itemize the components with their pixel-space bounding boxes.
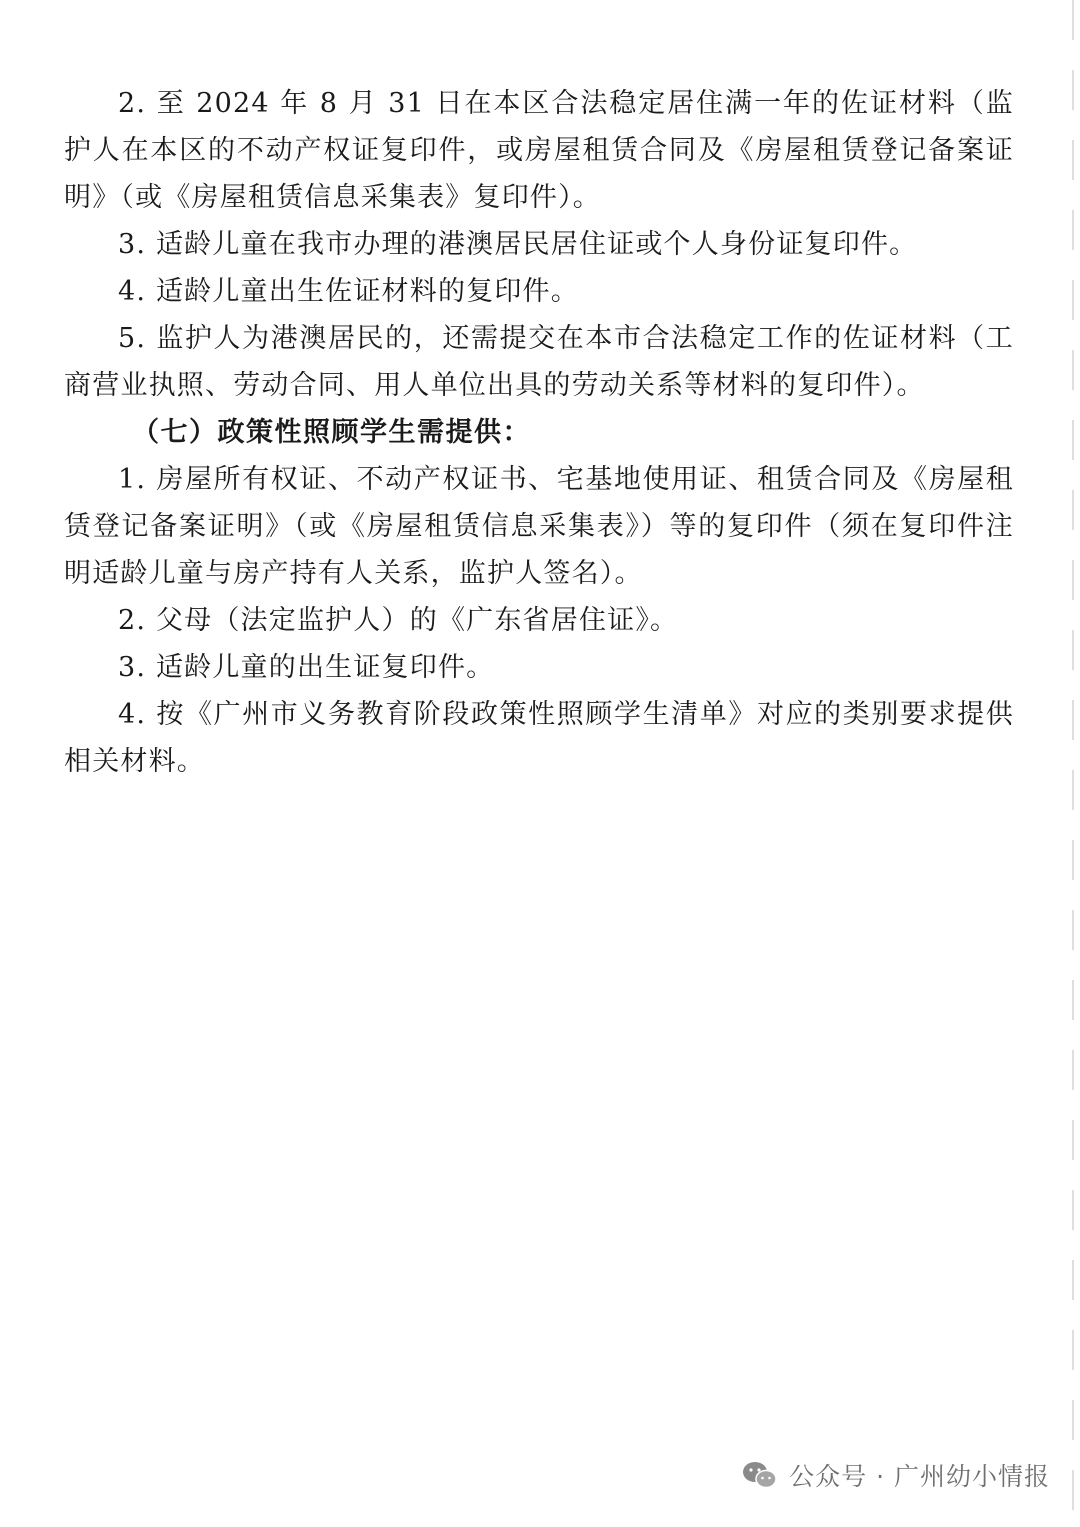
paragraph-item-4: 4. 适龄儿童出生佐证材料的复印件。 bbox=[118, 276, 579, 307]
section-heading: （七）政策性照顾学生需提供： bbox=[132, 417, 531, 448]
section-item-1: 1. 房屋所有权证、不动产权证书、宅基地使用证、租赁合同及《房屋租赁登记备案证明》（或《房屋租赁信息采集表》）等的复印件（须在复印件注明适龄儿童与房产持有人关系，监护人签名）。 bbox=[64, 464, 1014, 589]
watermark bbox=[741, 1457, 1050, 1493]
paragraph-item-2: 2. 至 2024 年 8 月 31 日在本区合法稳定居住满一年的佐证材料（监护人在本区的不动产权证复印件，或房屋租赁合同及《房屋租赁登记备案证明》（或《房屋租赁信息采集表》复印件）。 bbox=[64, 88, 1014, 213]
paragraph-item-3: 3. 适龄儿童在我市办理的港澳居民居住证或个人身份证复印件。 bbox=[118, 229, 918, 260]
wechat-icon bbox=[741, 1459, 779, 1491]
section-item-4: 4. 按《广州市义务教育阶段政策性照顾学生清单》对应的类别要求提供相关材料。 bbox=[64, 699, 1014, 777]
scan-edge-line bbox=[1072, 0, 1074, 1527]
watermark-text: 公众号 · 广州幼小情报 bbox=[789, 1462, 1050, 1491]
paragraph-item-5: 5. 监护人为港澳居民的，还需提交在本市合法稳定工作的佐证材料（工商营业执照、劳动合同、用人单位出具的劳动关系等材料的复印件）。 bbox=[64, 323, 1014, 401]
section-item-3: 3. 适龄儿童的出生证复印件。 bbox=[118, 652, 495, 683]
document-body bbox=[64, 80, 1014, 785]
section-item-2: 2. 父母（法定监护人）的《广东省居住证》。 bbox=[118, 605, 679, 636]
